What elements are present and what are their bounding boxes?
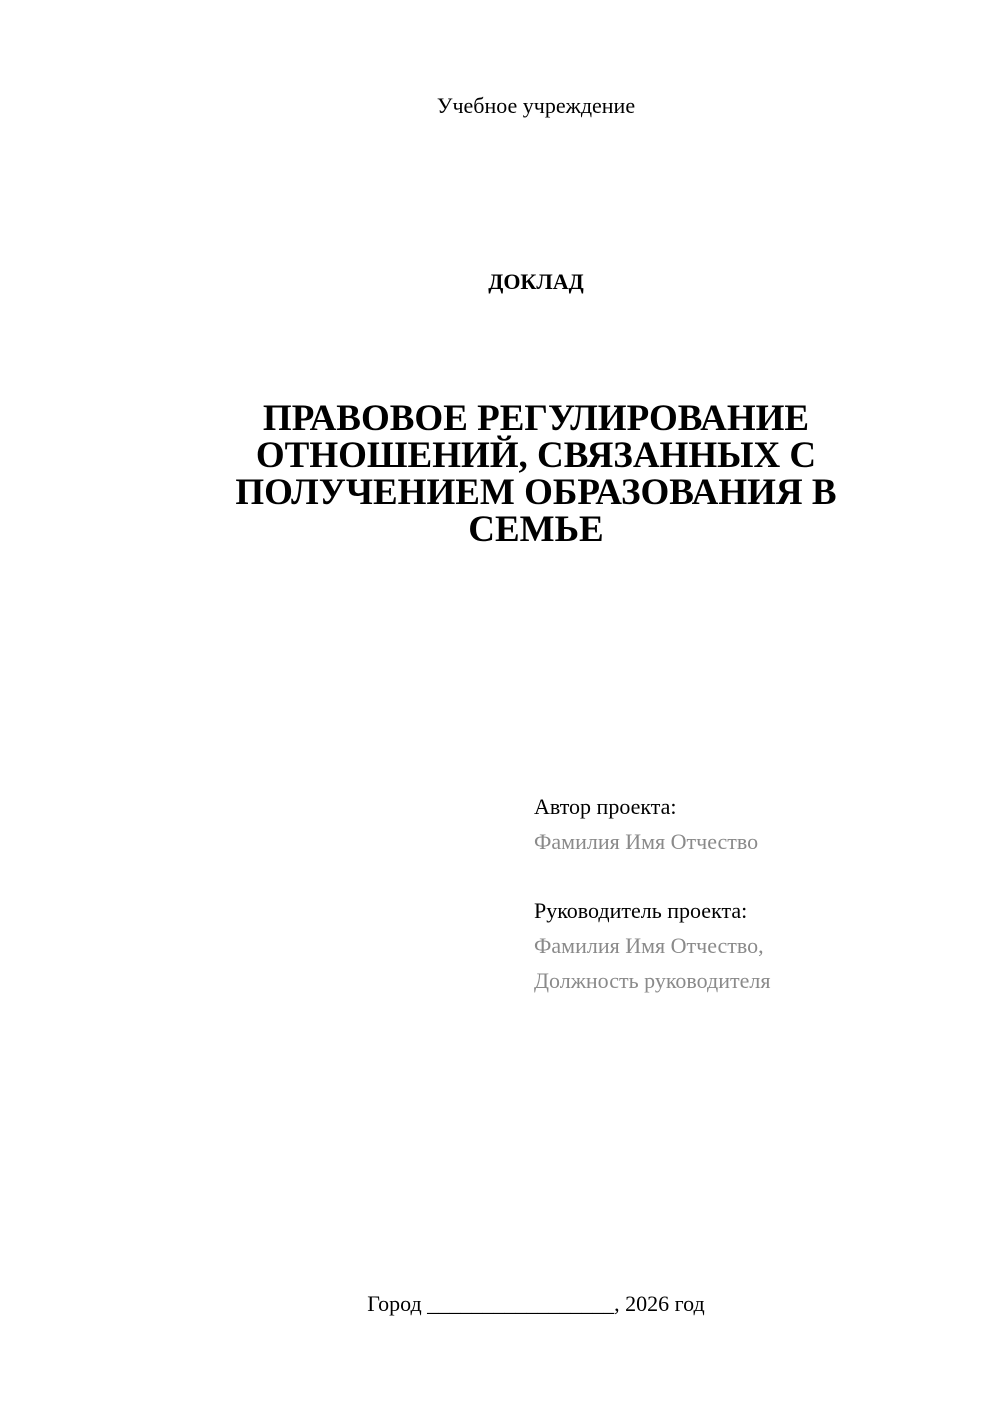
- page-title: [180, 400, 892, 548]
- title-line-1: ПРАВОВОЕ РЕГУЛИРОВАНИЕ: [262, 398, 810, 439]
- project-credits: [534, 789, 974, 998]
- institution-name: Учебное учреждение: [436, 93, 636, 118]
- author-label: Автор проекта:: [534, 794, 677, 819]
- city-year-line: Город _________________, 2026 год: [367, 1291, 705, 1316]
- supervisor-position: Должность руководителя: [534, 968, 771, 993]
- title-line-2: ОТНОШЕНИЙ, СВЯЗАННЫХ С: [255, 435, 817, 476]
- supervisor-name: Фамилия Имя Отчество,: [534, 933, 764, 958]
- credit-spacer: [534, 859, 974, 893]
- title-line-3: ПОЛУЧЕНИЕМ ОБРАЗОВАНИЯ В: [235, 472, 837, 513]
- author-name: Фамилия Имя Отчество: [534, 829, 759, 854]
- title-line-4: СЕМЬЕ: [468, 509, 604, 550]
- document-type: ДОКЛАД: [488, 269, 584, 294]
- supervisor-label: Руководитель проекта:: [534, 898, 748, 923]
